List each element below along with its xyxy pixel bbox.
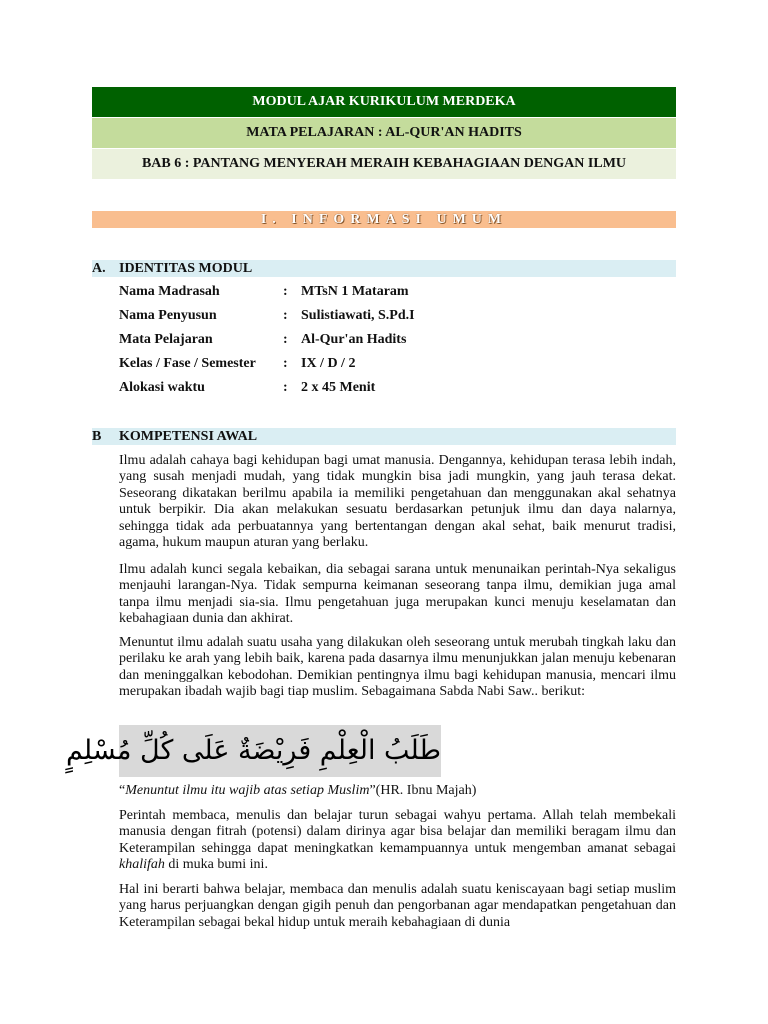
section-a-heading bbox=[92, 260, 676, 277]
identity-colon: : bbox=[283, 308, 288, 323]
identity-row bbox=[119, 376, 676, 400]
chapter-banner bbox=[92, 149, 676, 179]
quote-open: “ bbox=[119, 783, 126, 798]
identity-value: 2 x 45 Menit bbox=[301, 380, 376, 395]
section-b-title: KOMPETENSI AWAL bbox=[119, 429, 258, 444]
section-a-letter: A. bbox=[92, 261, 106, 276]
identity-colon: : bbox=[283, 380, 288, 395]
quote-source: ”(HR. Ibnu Majah) bbox=[369, 783, 477, 798]
subject-banner bbox=[92, 118, 676, 148]
identity-label: Alokasi waktu bbox=[119, 380, 205, 395]
paragraph: Ilmu adalah cahaya bagi kehidupan bagi umat manusia. Dengannya, kehidupan terasa lebih indah, yang susah menjadi mudah, yang tidak mungkin bisa jadi mungkin, yang jauh terasa dekat. Seseorang dikatakan berilmu apabila ia memiliki pengetahuan dan menggunakan akal sehatnya untuk berpikir. Dia akan melakukan sesuatu berdasarkan petunjuk ilmu dan daya nalarnya, sehingga tidak ada perbuatannya yang bertentangan dengan akal sehat, baik menurut tradisi, agama, hukum maupun aturan yang berlaku. bbox=[119, 453, 676, 551]
identity-label: Nama Penyusun bbox=[119, 308, 217, 323]
section-b-heading bbox=[92, 428, 676, 445]
hadith-arabic-box bbox=[65, 725, 441, 777]
module-title-banner bbox=[92, 87, 676, 117]
section-a-title: IDENTITAS MODUL bbox=[119, 261, 253, 276]
identity-value: Sulistiawati, S.Pd.I bbox=[301, 308, 415, 323]
general-information-label: I. INFORMASI UMUM bbox=[260, 212, 508, 227]
identity-label: Kelas / Fase / Semester bbox=[119, 356, 256, 371]
identity-value: Al-Qur'an Hadits bbox=[301, 332, 407, 347]
hadith-arabic-text: طَلَبُ الْعِلْمِ فَرِيْضَةٌ عَلَى كُلِّ مُسْلِمٍ bbox=[65, 735, 441, 766]
module-title: MODUL AJAR KURIKULUM MERDEKA bbox=[252, 94, 516, 109]
identity-colon: : bbox=[283, 284, 288, 299]
paragraph-text: Perintah membaca, menulis dan belajar turun sebagai wahyu pertama. Allah telah membekali manusia dengan fitrah (potensi) dalam dirinya agar bisa belajar dan memiliki beragam ilmu dan Keterampilan sehingga dapat meningkatkan kemampuannya untuk mengemban amanat sebagai bbox=[119, 808, 676, 856]
hadith-translation bbox=[119, 783, 676, 799]
identity-value: MTsN 1 Mataram bbox=[301, 284, 409, 299]
paragraph-italic-term: khalifah bbox=[119, 857, 165, 873]
identity-colon: : bbox=[283, 356, 288, 371]
quote-italic-text: Menuntut ilmu itu wajib atas setiap Muslim bbox=[125, 783, 370, 798]
identity-value: IX / D / 2 bbox=[301, 356, 356, 371]
identity-row bbox=[119, 280, 676, 304]
section-b-letter: B bbox=[92, 429, 102, 444]
identity-row bbox=[119, 304, 676, 328]
identity-label: Nama Madrasah bbox=[119, 284, 220, 299]
identity-row bbox=[119, 352, 676, 376]
paragraph: Ilmu adalah kunci segala kebaikan, dia sebagai sarana untuk menunaikan perintah-Nya sekaligus menjauhi larangan-Nya. Tidak sempurna keimanan seseorang tanpa ilmu, demikian juga amal tanpa ilmu menjadi sia-sia. Ilmu pengetahuan juga merupakan kunci menuju keselamatan dan kebahagiaan dunia dan akhirat. bbox=[119, 562, 676, 627]
paragraph-text: di muka bumi ini. bbox=[164, 857, 268, 873]
identity-row bbox=[119, 328, 676, 352]
paragraph bbox=[119, 808, 676, 874]
paragraph: Menuntut ilmu adalah suatu usaha yang dilakukan oleh seseorang untuk merubah tingkah laku dan perilaku ke arah yang lebih baik, karena pada dasarnya ilmu menunjukkan jalan menuju kebenaran dan meninggalkan kebodohan. Demikian pentingnya ilmu bagi kehidupan manusia, mencari ilmu merupakan ibadah wajib bagi tiap muslim. Sebagaimana Sabda Nabi Saw.. berikut: bbox=[119, 635, 676, 700]
identity-label: Mata Pelajaran bbox=[119, 332, 213, 347]
identity-colon: : bbox=[283, 332, 288, 347]
chapter-title: BAB 6 : PANTANG MENYERAH MERAIH KEBAHAGIAAN DENGAN ILMU bbox=[141, 156, 627, 171]
subject-title: MATA PELAJARAN : AL-QUR'AN HADITS bbox=[246, 125, 522, 140]
paragraph: Hal ini berarti bahwa belajar, membaca dan menulis adalah suatu keniscayaan bagi setiap muslim yang harus perjuangkan dengan gigih penuh dan pengorbanan agar mendapatkan pengetahuan dan Keterampilan sebagai bekal hidup untuk meraih kebahagiaan di dunia bbox=[119, 882, 676, 930]
general-information-heading bbox=[92, 211, 676, 228]
